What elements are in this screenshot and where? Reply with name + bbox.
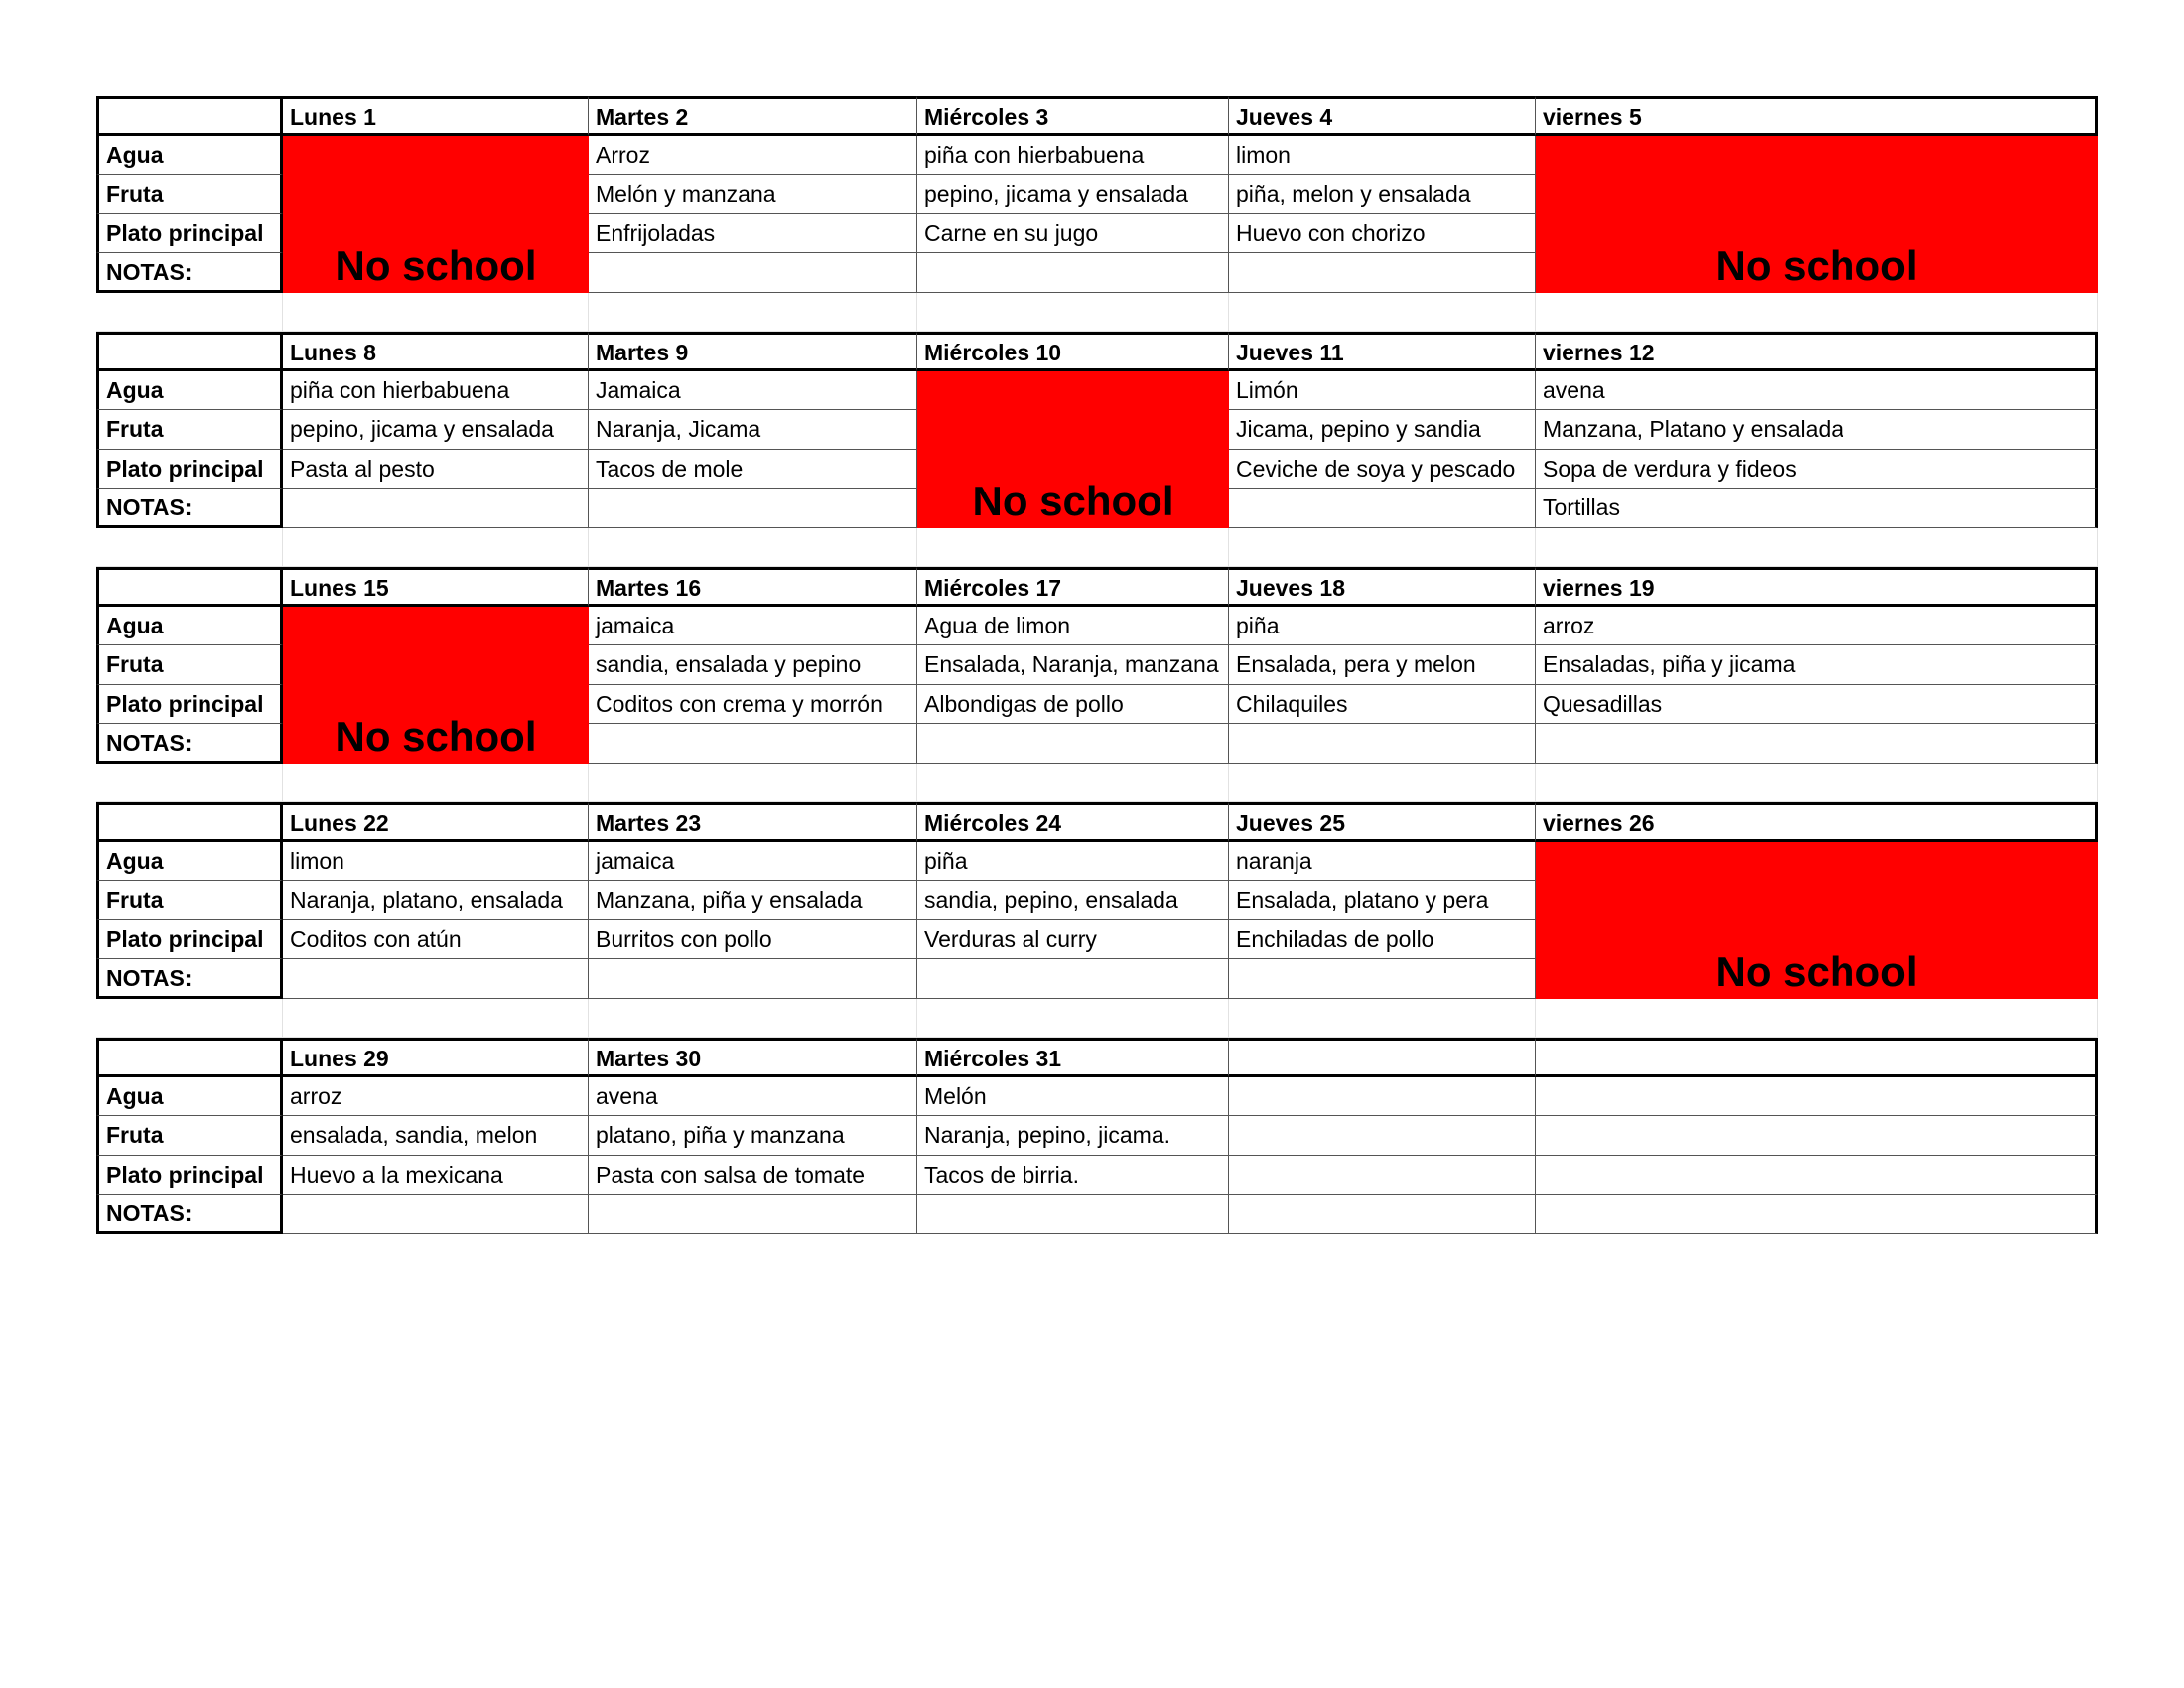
menu-cell-notas <box>1229 1195 1536 1234</box>
spacer-cell <box>1229 528 1536 568</box>
menu-cell-plato-principal: Burritos con pollo <box>589 920 917 960</box>
no-school-block <box>917 371 1229 528</box>
spacer-cell <box>589 293 917 333</box>
menu-cell-plato-principal: Sopa de verdura y fideos <box>1536 450 2098 490</box>
lunch-menu-table <box>96 96 2098 1234</box>
menu-cell-notas <box>1229 489 1536 528</box>
week-header-corner <box>96 96 283 136</box>
spacer-cell <box>589 528 917 568</box>
no-school-label: No school <box>335 712 537 760</box>
day-header: Martes 2 <box>589 96 917 136</box>
row-label-fruta: Fruta <box>96 175 283 214</box>
menu-cell-notas <box>917 724 1229 764</box>
row-label-plato-principal: Plato principal <box>96 685 283 725</box>
menu-cell-plato-principal <box>1536 1156 2098 1196</box>
no-school-block <box>283 136 589 293</box>
day-header: Miércoles 10 <box>917 332 1229 371</box>
spacer-cell <box>1229 293 1536 333</box>
day-header: viernes 5 <box>1536 96 2098 136</box>
menu-cell-notas <box>589 959 917 999</box>
menu-cell-agua: avena <box>1536 371 2098 411</box>
menu-cell-notas <box>1536 1195 2098 1234</box>
menu-cell-notas <box>589 724 917 764</box>
row-label-plato-principal: Plato principal <box>96 450 283 490</box>
menu-cell-notas <box>1229 724 1536 764</box>
menu-cell-notas <box>589 253 917 293</box>
menu-cell-notas <box>1229 253 1536 293</box>
day-header: Martes 23 <box>589 802 917 842</box>
menu-cell-plato-principal: Albondigas de pollo <box>917 685 1229 725</box>
row-label-plato-principal: Plato principal <box>96 1156 283 1196</box>
menu-cell-plato-principal: Huevo a la mexicana <box>283 1156 589 1196</box>
menu-cell-fruta: pepino, jicama y ensalada <box>283 410 589 450</box>
no-school-block <box>1536 842 2098 999</box>
menu-cell-fruta: platano, piña y manzana <box>589 1116 917 1156</box>
menu-cell-plato-principal: Chilaquiles <box>1229 685 1536 725</box>
menu-cell-fruta: Ensalada, Naranja, manzana <box>917 645 1229 685</box>
menu-cell-agua: Arroz <box>589 136 917 176</box>
row-label-agua: Agua <box>96 842 283 882</box>
row-label-fruta: Fruta <box>96 881 283 920</box>
no-school-block <box>1536 136 2098 293</box>
row-label-notas: NOTAS: <box>96 489 283 528</box>
menu-cell-fruta: Ensaladas, piña y jicama <box>1536 645 2098 685</box>
menu-cell-fruta: Manzana, piña y ensalada <box>589 881 917 920</box>
menu-cell-fruta: ensalada, sandia, melon <box>283 1116 589 1156</box>
menu-cell-agua: Agua de limon <box>917 607 1229 646</box>
menu-cell-fruta: sandia, pepino, ensalada <box>917 881 1229 920</box>
menu-cell-agua: piña con hierbabuena <box>917 136 1229 176</box>
day-header: Martes 30 <box>589 1038 917 1077</box>
week-header-corner <box>96 332 283 371</box>
day-header: Lunes 22 <box>283 802 589 842</box>
spacer-cell <box>283 764 589 803</box>
menu-cell-notas: Tortillas <box>1536 489 2098 528</box>
menu-cell-fruta: Manzana, Platano y ensalada <box>1536 410 2098 450</box>
menu-cell-fruta: sandia, ensalada y pepino <box>589 645 917 685</box>
menu-cell-fruta: Ensalada, platano y pera <box>1229 881 1536 920</box>
no-school-label: No school <box>1715 241 1918 289</box>
menu-cell-notas <box>1229 959 1536 999</box>
spacer-cell <box>283 999 589 1039</box>
row-label-fruta: Fruta <box>96 645 283 685</box>
menu-cell-plato-principal <box>1229 1156 1536 1196</box>
menu-cell-agua <box>1536 1077 2098 1117</box>
day-header <box>1229 1038 1536 1077</box>
spacer-cell <box>917 293 1229 333</box>
spacer-cell <box>1229 999 1536 1039</box>
menu-cell-notas <box>283 489 589 528</box>
menu-cell-plato-principal: Pasta con salsa de tomate <box>589 1156 917 1196</box>
day-header: Jueves 18 <box>1229 567 1536 607</box>
menu-cell-agua: Jamaica <box>589 371 917 411</box>
menu-cell-agua: arroz <box>1536 607 2098 646</box>
menu-cell-plato-principal: Carne en su jugo <box>917 214 1229 254</box>
week-header-corner <box>96 1038 283 1077</box>
day-header: Miércoles 3 <box>917 96 1229 136</box>
spacer-cell <box>1536 293 2098 333</box>
menu-cell-agua: piña con hierbabuena <box>283 371 589 411</box>
spacer-cell <box>1536 528 2098 568</box>
menu-cell-fruta: Jicama, pepino y sandia <box>1229 410 1536 450</box>
week-header-corner <box>96 567 283 607</box>
menu-cell-plato-principal: Verduras al curry <box>917 920 1229 960</box>
menu-cell-agua: arroz <box>283 1077 589 1117</box>
spacer-cell <box>1229 764 1536 803</box>
day-header: Miércoles 31 <box>917 1038 1229 1077</box>
row-label-agua: Agua <box>96 607 283 646</box>
menu-cell-agua: Limón <box>1229 371 1536 411</box>
menu-cell-fruta: Naranja, pepino, jicama. <box>917 1116 1229 1156</box>
row-label-fruta: Fruta <box>96 1116 283 1156</box>
row-label-agua: Agua <box>96 1077 283 1117</box>
menu-cell-fruta: Ensalada, pera y melon <box>1229 645 1536 685</box>
day-header: Lunes 29 <box>283 1038 589 1077</box>
day-header: Martes 16 <box>589 567 917 607</box>
spacer-cell <box>1536 764 2098 803</box>
menu-cell-plato-principal: Ceviche de soya y pescado <box>1229 450 1536 490</box>
spacer-cell <box>589 999 917 1039</box>
day-header: Jueves 25 <box>1229 802 1536 842</box>
row-label-plato-principal: Plato principal <box>96 920 283 960</box>
no-school-label: No school <box>335 241 537 289</box>
day-header: viernes 26 <box>1536 802 2098 842</box>
menu-cell-fruta <box>1229 1116 1536 1156</box>
menu-cell-agua: limon <box>283 842 589 882</box>
menu-cell-agua: naranja <box>1229 842 1536 882</box>
spacer-cell <box>96 528 283 568</box>
spacer-cell <box>96 764 283 803</box>
no-school-block <box>283 607 589 764</box>
spacer-cell <box>96 293 283 333</box>
day-header: Lunes 8 <box>283 332 589 371</box>
spacer-cell <box>283 293 589 333</box>
row-label-notas: NOTAS: <box>96 253 283 293</box>
menu-cell-agua: limon <box>1229 136 1536 176</box>
menu-cell-fruta <box>1536 1116 2098 1156</box>
row-label-plato-principal: Plato principal <box>96 214 283 254</box>
row-label-fruta: Fruta <box>96 410 283 450</box>
spacer-cell <box>283 528 589 568</box>
menu-cell-fruta: piña, melon y ensalada <box>1229 175 1536 214</box>
spacer-cell <box>589 764 917 803</box>
menu-cell-plato-principal: Coditos con atún <box>283 920 589 960</box>
menu-cell-plato-principal: Pasta al pesto <box>283 450 589 490</box>
spacer-cell <box>917 999 1229 1039</box>
menu-cell-notas <box>589 1195 917 1234</box>
menu-cell-notas <box>589 489 917 528</box>
menu-cell-plato-principal: Huevo con chorizo <box>1229 214 1536 254</box>
row-label-notas: NOTAS: <box>96 959 283 999</box>
menu-cell-notas <box>283 959 589 999</box>
spacer-cell <box>917 528 1229 568</box>
spacer-cell <box>96 999 283 1039</box>
day-header: Jueves 4 <box>1229 96 1536 136</box>
menu-cell-fruta: Naranja, Jicama <box>589 410 917 450</box>
no-school-label: No school <box>1715 947 1918 995</box>
menu-cell-plato-principal: Tacos de birria. <box>917 1156 1229 1196</box>
row-label-notas: NOTAS: <box>96 724 283 764</box>
day-header: Miércoles 24 <box>917 802 1229 842</box>
menu-cell-plato-principal: Quesadillas <box>1536 685 2098 725</box>
menu-cell-agua: avena <box>589 1077 917 1117</box>
day-header: viernes 19 <box>1536 567 2098 607</box>
day-header: viernes 12 <box>1536 332 2098 371</box>
menu-cell-fruta: Naranja, platano, ensalada <box>283 881 589 920</box>
day-header <box>1536 1038 2098 1077</box>
menu-cell-notas <box>1536 724 2098 764</box>
row-label-agua: Agua <box>96 371 283 411</box>
menu-cell-fruta: Melón y manzana <box>589 175 917 214</box>
day-header: Miércoles 17 <box>917 567 1229 607</box>
menu-cell-agua <box>1229 1077 1536 1117</box>
menu-cell-agua: piña <box>917 842 1229 882</box>
menu-cell-agua: piña <box>1229 607 1536 646</box>
menu-cell-plato-principal: Enchiladas de pollo <box>1229 920 1536 960</box>
menu-cell-agua: jamaica <box>589 607 917 646</box>
day-header: Jueves 11 <box>1229 332 1536 371</box>
menu-cell-agua: jamaica <box>589 842 917 882</box>
no-school-label: No school <box>972 477 1174 524</box>
day-header: Martes 9 <box>589 332 917 371</box>
menu-cell-plato-principal: Tacos de mole <box>589 450 917 490</box>
day-header: Lunes 15 <box>283 567 589 607</box>
menu-cell-plato-principal: Coditos con crema y morrón <box>589 685 917 725</box>
row-label-agua: Agua <box>96 136 283 176</box>
spacer-cell <box>917 764 1229 803</box>
menu-cell-notas <box>917 253 1229 293</box>
menu-cell-agua: Melón <box>917 1077 1229 1117</box>
menu-cell-notas <box>917 959 1229 999</box>
day-header: Lunes 1 <box>283 96 589 136</box>
menu-cell-plato-principal: Enfrijoladas <box>589 214 917 254</box>
week-header-corner <box>96 802 283 842</box>
menu-cell-notas <box>283 1195 589 1234</box>
row-label-notas: NOTAS: <box>96 1195 283 1234</box>
menu-cell-notas <box>917 1195 1229 1234</box>
spacer-cell <box>1536 999 2098 1039</box>
menu-cell-fruta: pepino, jicama y ensalada <box>917 175 1229 214</box>
